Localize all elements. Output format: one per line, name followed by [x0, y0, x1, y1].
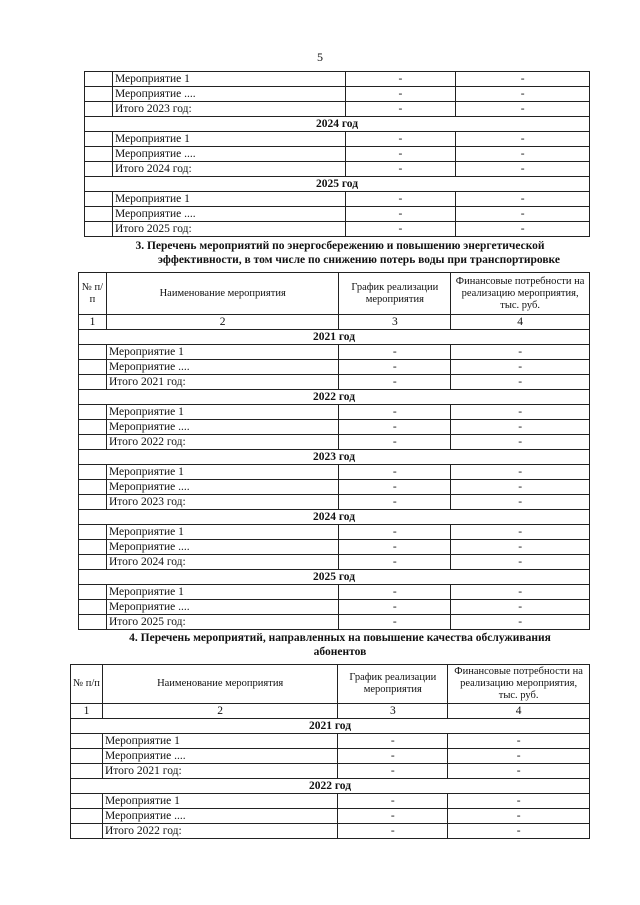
table-row — [85, 87, 590, 102]
year-label: 2022 год — [79, 390, 590, 405]
table-row — [71, 794, 590, 809]
table-row — [79, 615, 590, 630]
finance-cell: - — [451, 525, 590, 540]
row-number-cell — [85, 192, 113, 207]
schedule-cell: - — [338, 824, 448, 839]
section-4-title-line-1: 4. Перечень мероприятий, направленных на повышение качества обслуживания — [129, 632, 551, 644]
table-row — [79, 345, 590, 360]
table-row — [79, 495, 590, 510]
finance-cell: - — [451, 435, 590, 450]
row-number-cell — [85, 132, 113, 147]
schedule-cell: - — [345, 102, 456, 117]
table-row — [79, 405, 590, 420]
row-number-cell — [71, 734, 103, 749]
schedule-cell: - — [345, 87, 456, 102]
measure-name-cell: Мероприятие .... — [106, 360, 338, 375]
header-schedule: График реализации мероприятия — [338, 665, 448, 704]
measure-name-cell: Итого 2023 год: — [106, 495, 338, 510]
year-label: 2022 год — [71, 779, 590, 794]
schedule-cell: - — [339, 405, 451, 420]
year-row — [79, 570, 590, 585]
schedule-cell: - — [339, 345, 451, 360]
header-schedule: График реализации мероприятия — [339, 273, 451, 315]
measure-name-cell: Мероприятие .... — [106, 480, 338, 495]
row-number-cell — [85, 222, 113, 237]
row-number-cell — [79, 495, 107, 510]
schedule-cell: - — [339, 495, 451, 510]
finance-cell: - — [448, 809, 590, 824]
header-number: № п/п — [79, 273, 107, 315]
row-number-cell — [71, 794, 103, 809]
table-row — [85, 132, 590, 147]
table-row — [79, 600, 590, 615]
measure-name-cell: Мероприятие 1 — [106, 585, 338, 600]
finance-cell: - — [451, 405, 590, 420]
finance-cell: - — [456, 102, 590, 117]
row-number-cell — [85, 207, 113, 222]
schedule-cell: - — [339, 435, 451, 450]
measure-name-cell: Мероприятие .... — [112, 87, 345, 102]
column-number-1: 1 — [71, 704, 103, 719]
schedule-cell: - — [339, 525, 451, 540]
table-row — [71, 809, 590, 824]
table-row — [85, 222, 590, 237]
year-row — [71, 719, 590, 734]
column-numbers-row — [79, 315, 590, 330]
column-number-2: 2 — [102, 704, 337, 719]
section-4-title-line-2: абонентов — [313, 646, 367, 658]
schedule-cell: - — [339, 585, 451, 600]
schedule-cell: - — [345, 192, 456, 207]
table-row — [85, 207, 590, 222]
schedule-cell: - — [339, 420, 451, 435]
measure-name-cell: Итого 2025 год: — [112, 222, 345, 237]
row-number-cell — [79, 480, 107, 495]
measure-name-cell: Итого 2022 год: — [106, 435, 338, 450]
header-name: Наименование мероприятия — [106, 273, 338, 315]
finance-cell: - — [456, 162, 590, 177]
row-number-cell — [79, 585, 107, 600]
finance-cell: - — [448, 749, 590, 764]
schedule-cell: - — [345, 162, 456, 177]
table-row — [71, 749, 590, 764]
column-number-3: 3 — [339, 315, 451, 330]
measure-name-cell: Итого 2021 год: — [102, 764, 337, 779]
schedule-cell: - — [339, 465, 451, 480]
column-number-1: 1 — [79, 315, 107, 330]
finance-cell: - — [456, 222, 590, 237]
finance-cell: - — [451, 615, 590, 630]
year-row — [85, 177, 590, 192]
measure-name-cell: Мероприятие .... — [102, 749, 337, 764]
year-row — [85, 117, 590, 132]
finance-cell: - — [448, 764, 590, 779]
measure-name-cell: Мероприятие .... — [112, 147, 345, 162]
table-row — [79, 375, 590, 390]
row-number-cell — [79, 465, 107, 480]
section-3-title-line-1: 3. Перечень мероприятий по энергосбережению и повышению энергетической — [135, 240, 545, 252]
section-3-title-line-2: эффективности, в том числе по снижению потерь воды при транспортировке — [158, 254, 560, 266]
measure-name-cell: Мероприятие 1 — [106, 525, 338, 540]
schedule-cell: - — [338, 764, 448, 779]
row-number-cell — [71, 809, 103, 824]
schedule-cell: - — [338, 794, 448, 809]
energy-saving-measures-table — [78, 272, 590, 630]
finance-cell: - — [451, 480, 590, 495]
finance-cell: - — [451, 495, 590, 510]
schedule-cell: - — [339, 375, 451, 390]
finance-cell: - — [451, 540, 590, 555]
row-number-cell — [79, 420, 107, 435]
column-numbers-row — [71, 704, 590, 719]
finance-cell: - — [451, 465, 590, 480]
row-number-cell — [79, 525, 107, 540]
row-number-cell — [71, 824, 103, 839]
table-row — [79, 540, 590, 555]
section-4-title — [80, 631, 600, 659]
measure-name-cell: Итого 2024 год: — [106, 555, 338, 570]
column-number-3: 3 — [338, 704, 448, 719]
year-label: 2021 год — [79, 330, 590, 345]
row-number-cell — [85, 72, 113, 87]
finance-cell: - — [451, 555, 590, 570]
column-number-2: 2 — [106, 315, 338, 330]
column-number-4: 4 — [448, 704, 590, 719]
section-3-title — [80, 239, 600, 267]
schedule-cell: - — [338, 809, 448, 824]
measure-name-cell: Мероприятие 1 — [112, 72, 345, 87]
row-number-cell — [85, 102, 113, 117]
year-label: 2024 год — [79, 510, 590, 525]
measures-table-continued — [84, 71, 590, 237]
row-number-cell — [85, 162, 113, 177]
measure-name-cell: Мероприятие .... — [112, 207, 345, 222]
finance-cell: - — [448, 794, 590, 809]
finance-cell: - — [451, 375, 590, 390]
year-label: 2021 год — [71, 719, 590, 734]
finance-cell: - — [456, 192, 590, 207]
table-row — [71, 824, 590, 839]
row-number-cell — [79, 405, 107, 420]
table-header-row — [71, 665, 590, 704]
header-finance: Финансовые потребности на реализацию мероприятия, тыс. руб. — [451, 273, 590, 315]
measure-name-cell: Мероприятие 1 — [106, 405, 338, 420]
finance-cell: - — [451, 360, 590, 375]
year-row — [79, 390, 590, 405]
row-number-cell — [71, 749, 103, 764]
row-number-cell — [79, 435, 107, 450]
table-row — [79, 555, 590, 570]
header-name: Наименование мероприятия — [102, 665, 337, 704]
finance-cell: - — [456, 72, 590, 87]
schedule-cell: - — [345, 207, 456, 222]
header-number: № п/п — [71, 665, 103, 704]
table-row — [71, 734, 590, 749]
finance-cell: - — [456, 87, 590, 102]
table-row — [85, 162, 590, 177]
table-row — [79, 585, 590, 600]
measure-name-cell: Мероприятие 1 — [102, 794, 337, 809]
page-number: 5 — [317, 50, 323, 64]
year-label: 2023 год — [79, 450, 590, 465]
measure-name-cell: Итого 2021 год: — [106, 375, 338, 390]
schedule-cell: - — [339, 540, 451, 555]
row-number-cell — [79, 600, 107, 615]
finance-cell: - — [451, 600, 590, 615]
row-number-cell — [79, 375, 107, 390]
table-row — [85, 192, 590, 207]
year-row — [79, 330, 590, 345]
table-row — [85, 102, 590, 117]
table-row — [85, 72, 590, 87]
schedule-cell: - — [345, 132, 456, 147]
measure-name-cell: Мероприятие 1 — [112, 192, 345, 207]
schedule-cell: - — [338, 749, 448, 764]
finance-cell: - — [448, 824, 590, 839]
finance-cell: - — [448, 734, 590, 749]
table-row — [79, 435, 590, 450]
row-number-cell — [79, 345, 107, 360]
measure-name-cell: Итого 2024 год: — [112, 162, 345, 177]
row-number-cell — [85, 87, 113, 102]
schedule-cell: - — [339, 555, 451, 570]
table-row — [79, 525, 590, 540]
table-row — [79, 465, 590, 480]
year-row — [71, 779, 590, 794]
measure-name-cell: Итого 2023 год: — [112, 102, 345, 117]
schedule-cell: - — [339, 360, 451, 375]
schedule-cell: - — [345, 222, 456, 237]
measure-name-cell: Мероприятие .... — [106, 540, 338, 555]
table-header-row — [79, 273, 590, 315]
schedule-cell: - — [345, 72, 456, 87]
measure-name-cell: Итого 2025 год: — [106, 615, 338, 630]
measure-name-cell: Мероприятие .... — [102, 809, 337, 824]
row-number-cell — [79, 540, 107, 555]
table-row — [79, 360, 590, 375]
schedule-cell: - — [338, 734, 448, 749]
row-number-cell — [79, 615, 107, 630]
table-row — [79, 480, 590, 495]
year-label: 2024 год — [85, 117, 590, 132]
measure-name-cell: Мероприятие .... — [106, 600, 338, 615]
finance-cell: - — [451, 420, 590, 435]
row-number-cell — [79, 360, 107, 375]
table-row — [85, 147, 590, 162]
measure-name-cell: Итого 2022 год: — [102, 824, 337, 839]
row-number-cell — [85, 147, 113, 162]
measure-name-cell: Мероприятие 1 — [112, 132, 345, 147]
year-row — [79, 510, 590, 525]
service-quality-measures-table — [70, 664, 590, 839]
finance-cell: - — [451, 345, 590, 360]
column-number-4: 4 — [451, 315, 590, 330]
finance-cell: - — [456, 147, 590, 162]
schedule-cell: - — [339, 615, 451, 630]
finance-cell: - — [456, 207, 590, 222]
table-row — [71, 764, 590, 779]
table-row — [79, 420, 590, 435]
measure-name-cell: Мероприятие 1 — [102, 734, 337, 749]
finance-cell: - — [451, 585, 590, 600]
year-row — [79, 450, 590, 465]
year-label: 2025 год — [79, 570, 590, 585]
measure-name-cell: Мероприятие 1 — [106, 345, 338, 360]
measure-name-cell: Мероприятие 1 — [106, 465, 338, 480]
schedule-cell: - — [345, 147, 456, 162]
schedule-cell: - — [339, 600, 451, 615]
header-finance: Финансовые потребности на реализацию мероприятия, тыс. руб. — [448, 665, 590, 704]
finance-cell: - — [456, 132, 590, 147]
row-number-cell — [71, 764, 103, 779]
year-label: 2025 год — [85, 177, 590, 192]
measure-name-cell: Мероприятие .... — [106, 420, 338, 435]
row-number-cell — [79, 555, 107, 570]
schedule-cell: - — [339, 480, 451, 495]
